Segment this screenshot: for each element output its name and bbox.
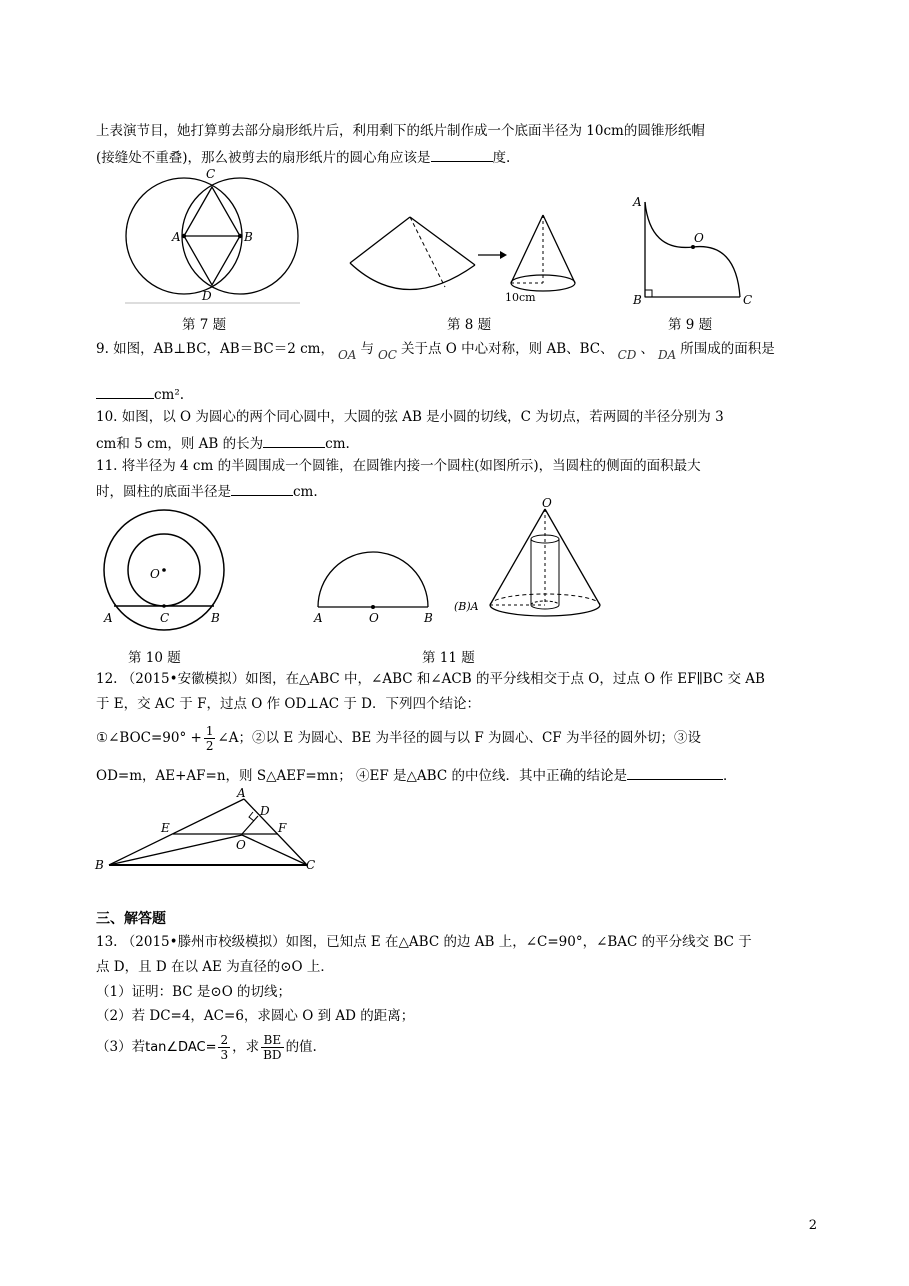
- q12-line3-a: ①∠BOC=90° +: [96, 730, 202, 746]
- fraction-be-bd: [261, 1033, 283, 1062]
- fig10-caption: 第 10 题: [128, 650, 181, 666]
- q12-line4-text: OD=m，AE+AF=n，则 S△AEF=mn； ④EF 是△ABC 的中位线．其中正确的结论是: [96, 768, 627, 784]
- figure-11-cone: [450, 497, 610, 627]
- arc-oc: OC: [377, 348, 397, 362]
- q13-line2: 点 D，且 D 在以 AE 为直径的⊙O 上．: [96, 959, 334, 975]
- q12-line3: [96, 724, 701, 753]
- frac-num: BE: [261, 1033, 283, 1048]
- fig8-caption: 第 8 题: [447, 317, 492, 333]
- q13-line1: 13. （2015•滕州市校级模拟）如图，已知点 E 在△ABC 的边 AB 上，∠C=90°，∠BAC 的平分线交 BC 于: [96, 934, 752, 950]
- answer-blank: [627, 765, 723, 780]
- fig10-label-o: O: [150, 567, 160, 581]
- figure-10: [98, 508, 248, 638]
- frac-den: 2: [205, 739, 214, 753]
- answer-blank: [96, 384, 154, 399]
- fig11-caption: 第 11 题: [422, 650, 475, 666]
- q8-line2-tail: 度.: [492, 150, 511, 166]
- arc-da: DA: [657, 348, 677, 362]
- q8-line2-text: (接缝处不重叠)，那么被剪去的扇形纸片的圆心角应该是: [96, 150, 431, 166]
- frac-den: BD: [263, 1048, 282, 1062]
- fig10-label-c: C: [160, 611, 170, 625]
- q12-line4: [96, 765, 736, 785]
- fig12-label-d: D: [260, 804, 270, 818]
- q13-part1: （1）证明：BC 是⊙O 的切线；: [96, 984, 292, 1000]
- q11-line2: [96, 481, 318, 501]
- q11-line2-tail: cm.: [293, 484, 318, 500]
- fig12-label-b: B: [95, 858, 104, 872]
- fig12-label-f: F: [278, 821, 287, 835]
- q9-text-e: 所围成的面积是: [680, 341, 775, 357]
- q10-line1: 10. 如图，以 O 为圆心的两个同心圆中，大圆的弦 AB 是小圆的切线，C 为切点，若两圆的半径分别为 3: [96, 409, 724, 425]
- frac-num: 1: [205, 724, 214, 738]
- fig12-label-e: E: [161, 821, 170, 835]
- q12-line1: 12. （2015•安徽模拟）如图，在△ABC 中，∠ABC 和∠ACB 的平分线相交于点 O，过点 O 作 EF∥BC 交 AB: [96, 671, 765, 687]
- fig11-cone-label-o: O: [542, 497, 552, 510]
- q9-text-d: 、: [640, 341, 654, 357]
- fig7-label-c: C: [206, 167, 216, 181]
- fig11-label-a: A: [314, 611, 323, 625]
- fig11-cone-label-ba: (B)A: [454, 600, 479, 613]
- q9-line2: [96, 384, 184, 404]
- figure-8: [345, 205, 595, 305]
- q9-text-c: 关于点 O 中心对称，则 AB、BC、: [401, 341, 614, 357]
- q9-line1: [96, 340, 775, 364]
- fig12-label-o: O: [236, 838, 246, 852]
- figure-11-semicircle: [310, 548, 440, 628]
- q11-line1: 11. 将半径为 4 cm 的半圆围成一个圆锥，在圆锥内接一个圆柱(如图所示)，当圆柱的侧面的面积最大: [96, 458, 701, 474]
- q9-text-b: 与: [360, 341, 374, 357]
- figure-7: [120, 163, 305, 308]
- q13-part3: [96, 1030, 317, 1065]
- q13-part2: （2）若 DC=4，AC=6，求圆心 O 到 AD 的距离；: [96, 1008, 415, 1024]
- fig9-label-o: O: [694, 231, 704, 245]
- fig7-caption: 第 7 题: [182, 317, 227, 333]
- q10-line2: [96, 433, 350, 453]
- q10-line2-tail: cm.: [325, 436, 350, 452]
- answer-blank: [263, 433, 325, 448]
- fig9-label-b: B: [633, 293, 642, 307]
- frac-num: 2: [220, 1033, 229, 1047]
- arc-cd: CD: [617, 348, 637, 362]
- fig7-label-a: A: [172, 230, 181, 244]
- arc-oa: OA: [337, 348, 357, 362]
- fraction-one-half: [204, 724, 216, 753]
- fig12-label-a: A: [237, 786, 246, 800]
- fig11-label-b: B: [424, 611, 433, 625]
- q13-part3-b: ，求: [232, 1039, 260, 1055]
- fraction-two-thirds: [218, 1033, 230, 1062]
- figure-12: [92, 785, 322, 875]
- fig9-label-c: C: [743, 293, 753, 307]
- q12-line4-tail: ．: [722, 768, 737, 784]
- q11-line2-text: 时，圆柱的底面半径是: [96, 484, 231, 500]
- answer-blank: [231, 481, 293, 496]
- q12-line2: 于 E，交 AC 于 F，过点 O 作 OD⊥AC 于 D．下列四个结论：: [96, 696, 480, 712]
- q13-part3-a: （3）若: [96, 1039, 146, 1055]
- fig12-label-c: C: [306, 858, 316, 872]
- q10-line2-text: cm和 5 cm，则 AB 的长为: [96, 436, 264, 452]
- fig10-label-a: A: [104, 611, 113, 625]
- section-heading: 三、解答题: [96, 911, 166, 927]
- q13-part3-c: 的值.: [285, 1039, 317, 1055]
- answer-blank: [431, 147, 493, 162]
- fig7-label-d: D: [202, 289, 212, 303]
- frac-den: 3: [220, 1048, 229, 1062]
- figure-9: [628, 192, 758, 307]
- fig9-caption: 第 9 题: [668, 317, 713, 333]
- fig11-label-o: O: [369, 611, 379, 625]
- fig7-label-b: B: [244, 230, 253, 244]
- page-number: 2: [808, 1218, 817, 1233]
- fig9-label-a: A: [633, 195, 642, 209]
- q13-tan: tan∠DAC=: [145, 1040, 217, 1055]
- fig10-label-b: B: [211, 611, 220, 625]
- q8-line1: 上表演节目，她打算剪去部分扇形纸片后，利用剩下的纸片制作成一个底面半径为 10cm的圆锥形纸帽: [96, 123, 705, 139]
- q9-unit: cm².: [154, 387, 185, 403]
- fig8-radius-label: 10cm: [505, 291, 536, 304]
- q9-text-a: 9. 如图，AB⊥BC，AB＝BC＝2 cm，: [96, 341, 334, 357]
- q12-line3-b: ∠A；②以 E 为圆心、BE 为半径的圆与以 F 为圆心、CF 为半径的圆外切；③设: [217, 730, 701, 746]
